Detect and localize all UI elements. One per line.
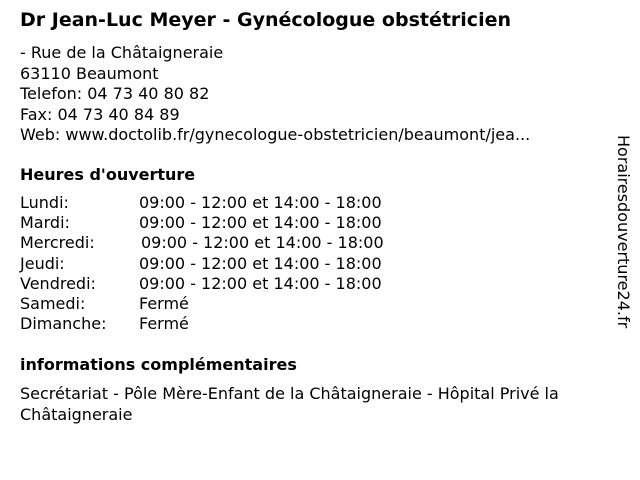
watermark-label: Horairesdouverture24.fr [614, 135, 633, 329]
website-link[interactable]: Web: www.doctolib.fr/gynecologue-obstetricien/beaumont/jea... [20, 125, 531, 144]
fax-number: Fax: 04 73 40 84 89 [20, 104, 180, 124]
hours-value: 09:00 - 12:00 et 14:00 - 18:00 [139, 253, 382, 273]
hours-value: 09:00 - 12:00 et 14:00 - 18:00 [139, 273, 382, 293]
address-street: - Rue de la Châtaigneraie [20, 43, 224, 62]
hours-value: Fermé [139, 293, 189, 313]
day-label: Vendredi: [20, 273, 96, 293]
hours-value: 09:00 - 12:00 et 14:00 - 18:00 [141, 233, 384, 253]
day-label: Jeudi: [20, 253, 65, 273]
hours-value: Fermé [139, 314, 189, 334]
page-title: Dr Jean-Luc Meyer - Gynécologue obstétricien [20, 9, 511, 31]
additional-info-heading: informations complémentaires [20, 355, 297, 374]
additional-info-text: Secrétariat - Pôle Mère-Enfant de la Châtaigneraie - Hôpital Privé la Châtaigneraie [20, 384, 559, 424]
hours-value: 09:00 - 12:00 et 14:00 - 18:00 [139, 193, 382, 212]
day-label: Samedi: [20, 293, 86, 313]
hours-value: 09:00 - 12:00 et 14:00 - 18:00 [139, 213, 382, 233]
day-label: Mercredi: [20, 233, 95, 253]
contact-block [20, 43, 530, 146]
opening-hours-heading: Heures d'ouverture [20, 165, 196, 184]
phone-number: Telefon: 04 73 40 80 82 [20, 84, 210, 103]
day-label: Dimanche: [20, 314, 107, 334]
day-label: Lundi: [20, 193, 69, 212]
day-label: Mardi: [20, 213, 70, 233]
address-city: 63110 Beaumont [20, 63, 159, 83]
